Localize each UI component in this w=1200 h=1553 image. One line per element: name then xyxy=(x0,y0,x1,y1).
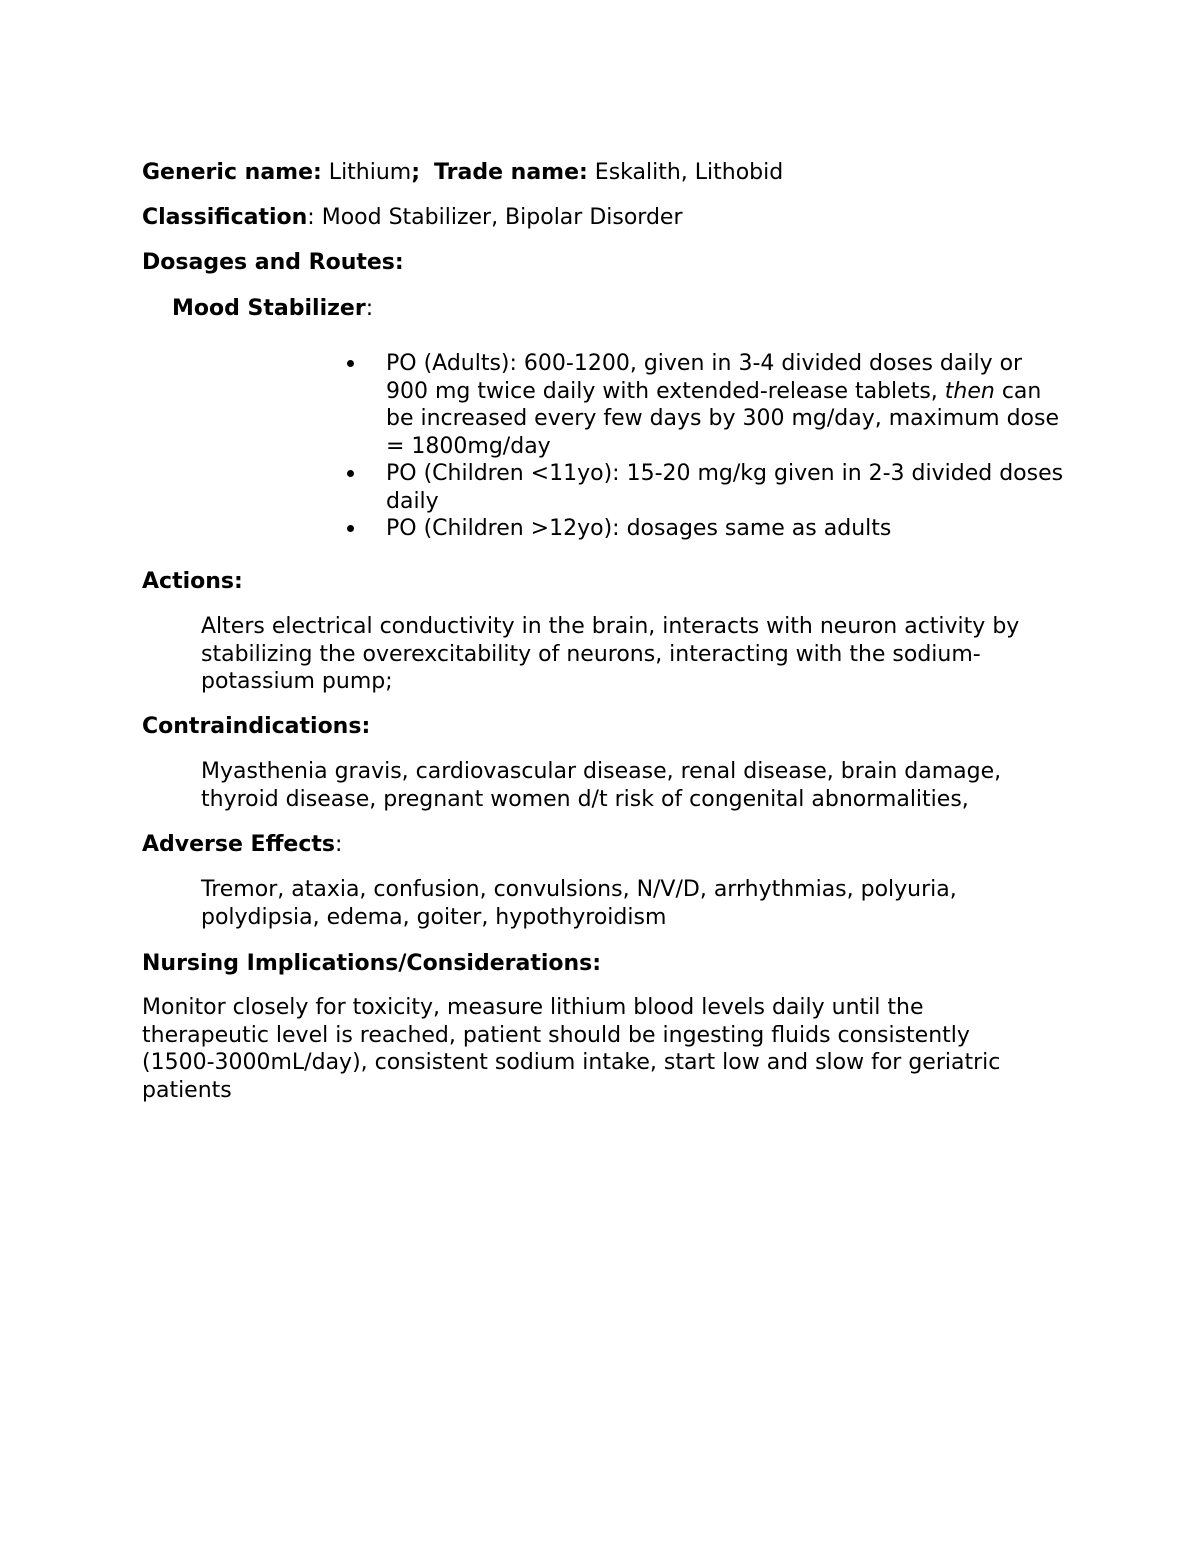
dosage-item-text-b: can be increased every few days by 300 mg/day, maximum dose = 1800mg/day xyxy=(386,378,1059,459)
adverse-effects-body: Tremor, ataxia, confusion, convulsions, N/V/D, arrhythmias, polyuria, polydipsia, edema, goiter, hypothyroidism xyxy=(201,877,957,930)
dosage-item-italic: then xyxy=(944,378,995,404)
adverse-effects-colon: : xyxy=(334,832,343,857)
dosage-item-text-a: PO (Adults): 600-1200, given in 3-4 divided doses daily or 900 mg twice daily with extended-release tablets, xyxy=(386,351,1023,404)
generic-name-value: Lithium xyxy=(321,160,412,185)
classification-value: Mood Stabilizer, Bipolar Disorder xyxy=(314,205,683,230)
subheading-text: Mood Stabilizer xyxy=(172,296,366,321)
classification-label: Classification xyxy=(142,205,308,230)
subheading-colon: : xyxy=(365,296,374,321)
bullet-icon xyxy=(347,470,354,477)
name-separator: ; xyxy=(411,160,421,185)
trade-name-label: Trade name: xyxy=(434,160,588,185)
actions-body: Alters electrical conductivity in the brain, interacts with neuron activity by stabilizing the overexcitability of neurons, interacting with the sodium-potassium pump; xyxy=(201,614,1020,694)
contraindications-body: Myasthenia gravis, cardiovascular disease, renal disease, brain damage, thyroid disease, pregnant women d/t risk of congenital abnormalities, xyxy=(201,759,1002,812)
adverse-effects-heading xyxy=(142,831,342,858)
classification-line xyxy=(142,204,683,231)
dosages-heading: Dosages and Routes: xyxy=(142,250,404,275)
contraindications-heading: Contraindications: xyxy=(142,714,371,739)
drug-name-line xyxy=(142,159,783,186)
dosage-item xyxy=(344,515,1064,543)
dosages-subheading xyxy=(172,295,373,322)
adverse-effects-label: Adverse Effects xyxy=(142,832,335,857)
dosage-item-text: PO (Children >12yo): dosages same as adults xyxy=(386,516,892,541)
nursing-heading: Nursing Implications/Considerations: xyxy=(142,951,602,976)
nursing-body: Monitor closely for toxicity, measure lithium blood levels daily until the therapeutic level is reached, patient should be ingesting fluids consistently (1500-3000mL/day), consistent sodium intake, start low and slow for geriatric patients xyxy=(142,995,1001,1103)
classification-colon: : xyxy=(307,205,315,230)
bullet-icon xyxy=(347,525,354,532)
dosage-list xyxy=(344,350,1064,543)
actions-heading: Actions: xyxy=(142,569,243,594)
dosage-item xyxy=(344,460,1064,515)
bullet-icon xyxy=(347,360,354,367)
generic-name-label: Generic name: xyxy=(142,160,322,185)
dosage-item xyxy=(344,350,1064,460)
dosage-item-text: PO (Children <11yo): 15-20 mg/kg given in 2-3 divided doses daily xyxy=(386,461,1064,514)
trade-name-value: Eskalith, Lithobid xyxy=(587,160,784,185)
